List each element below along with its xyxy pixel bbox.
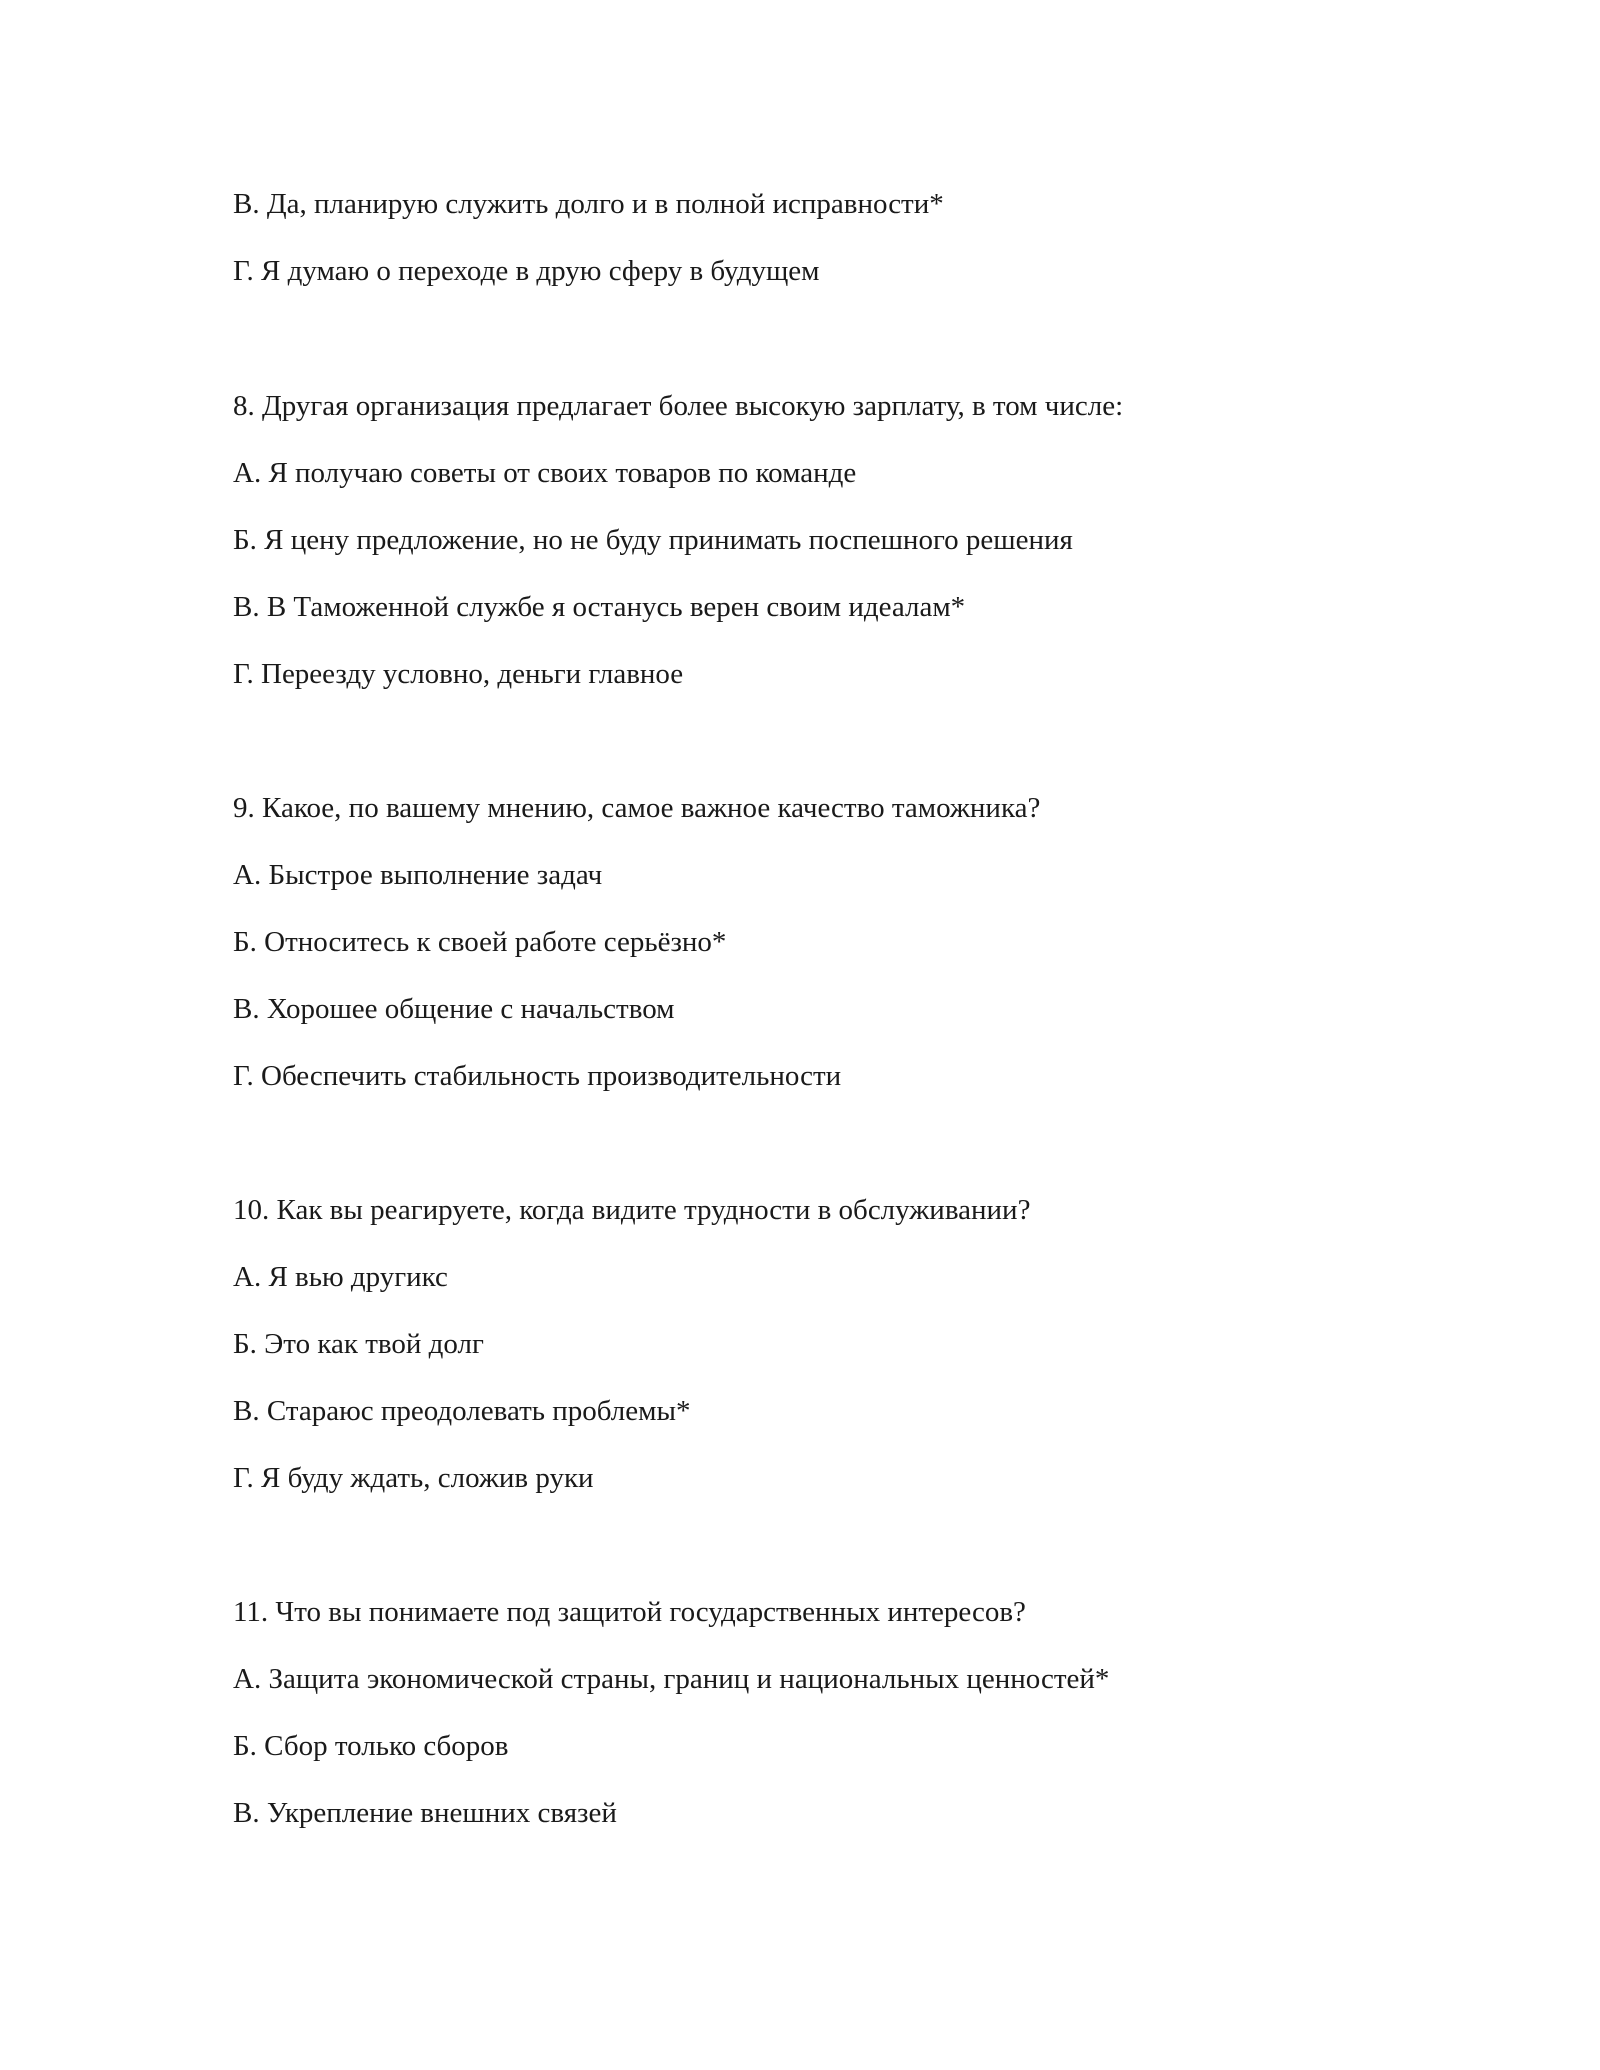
question-11: 11. Что вы понимаете под защитой государственных интересов? bbox=[233, 1596, 1026, 1628]
question-10: 10. Как вы реагируете, когда видите трудности в обслуживании? bbox=[233, 1194, 1031, 1226]
question-8: 8. Другая организация предлагает более высокую зарплату, в том числе: bbox=[233, 390, 1124, 422]
question-9: 9. Какое, по вашему мнению, самое важное качество таможника? bbox=[233, 792, 1041, 824]
question-10-option-g: Г. Я буду ждать, сложив руки bbox=[233, 1462, 594, 1494]
question-8-option-a: А. Я получаю советы от своих товаров по команде bbox=[233, 457, 857, 489]
question-10-option-v: В. Стараюс преодолевать проблемы* bbox=[233, 1395, 691, 1427]
question-9-option-g: Г. Обеспечить стабильность производительности bbox=[233, 1060, 842, 1092]
question-8-option-b: Б. Я цену предложение, но не буду принимать поспешного решения bbox=[233, 524, 1073, 556]
question-11-option-v: В. Укрепление внешних связей bbox=[233, 1797, 617, 1829]
question-9-option-a: А. Быстрое выполнение задач bbox=[233, 859, 603, 891]
question-11-option-a: А. Защита экономической страны, границ и национальных ценностей* bbox=[233, 1663, 1110, 1695]
question-11-option-b: Б. Сбор только сборов bbox=[233, 1730, 509, 1762]
question-8-option-v: В. В Таможенной службе я останусь верен своим идеалам* bbox=[233, 591, 966, 623]
question-8-option-g: Г. Переезду условно, деньги главное bbox=[233, 658, 684, 690]
option-v-prev: В. Да, планирую служить долго и в полной исправности* bbox=[233, 188, 944, 220]
question-9-option-v: В. Хорошее общение с начальством bbox=[233, 993, 675, 1025]
question-9-option-b: Б. Относитесь к своей работе серьёзно* bbox=[233, 926, 727, 958]
question-10-option-b: Б. Это как твой долг bbox=[233, 1328, 484, 1360]
question-10-option-a: А. Я вью другикс bbox=[233, 1261, 448, 1293]
option-g-prev: Г. Я думаю о переходе в друю сферу в будущем bbox=[233, 255, 820, 287]
